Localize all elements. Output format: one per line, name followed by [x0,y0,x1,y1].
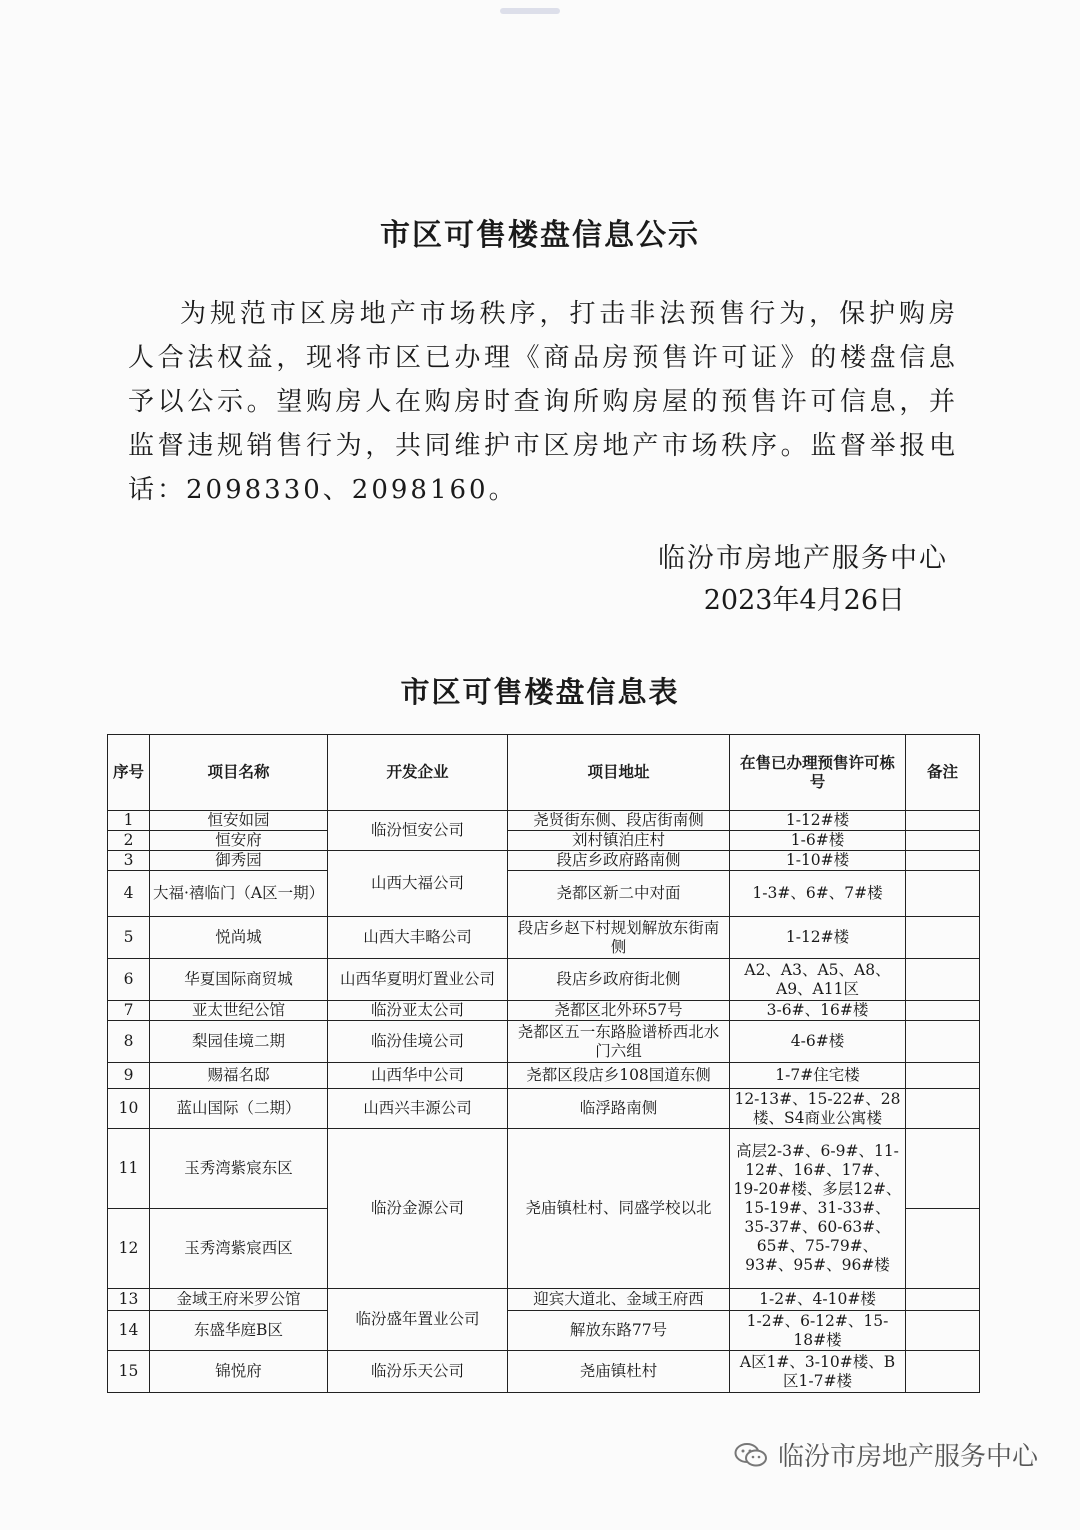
signature-org: 临汾市房地产服务中心 [658,543,948,574]
cell-no: 4 [108,871,150,917]
cell-note [906,959,980,1001]
table-row [108,1311,980,1351]
cell-developer: 临汾乐天公司 [328,1351,508,1393]
cell-no: 2 [108,831,150,851]
cell-buildings: 高层2-3#、6-9#、11-12#、16#、17#、19-20#楼、多层12#、15-19#、31-33#、35-37#、60-63#、65#、75-79#、93#、95#、96#楼 [730,1129,906,1289]
scan-artifact [500,8,560,14]
cell-note [906,1001,980,1021]
table-header-row [108,735,980,811]
cell-buildings: 12-13#、15-22#、28楼、S4商业公寓楼 [730,1089,906,1129]
cell-developer: 山西兴丰源公司 [328,1089,508,1129]
cell-buildings: 1-7#住宅楼 [730,1063,906,1089]
cell-note [906,1351,980,1393]
page-title: 市区可售楼盘信息公示 [380,218,700,253]
table-row [108,851,980,871]
cell-address: 刘村镇泊庄村 [508,831,730,851]
wechat-icon [734,1442,768,1468]
cell-buildings: 1-3#、6#、7#楼 [730,871,906,917]
cell-address: 尧都区北外环57号 [508,1001,730,1021]
cell-no: 13 [108,1289,150,1311]
notice-paragraph: 为规范市区房地产市场秩序，打击非法预售行为，保护购房人合法权益，现将市区已办理《商品房预售许可证》的楼盘信息予以公示。望购房人在购房时查询所购房屋的预售许可信息，并监督违规销售行为，共同维护市区房地产市场秩序。监督举报电话：2098330、2098160。 [128,299,958,505]
cell-note [906,831,980,851]
cell-buildings: A2、A3、A5、A8、A9、A11区 [730,959,906,1001]
header-developer: 开发企业 [328,735,508,811]
cell-buildings: 1-6#楼 [730,831,906,851]
cell-name: 悦尚城 [150,917,328,959]
table-row [108,1021,980,1063]
header-address: 项目地址 [508,735,730,811]
cell-note [906,811,980,831]
cell-name: 玉秀湾紫宸西区 [150,1209,328,1289]
cell-buildings: A区1#、3-10#楼、B区1-7#楼 [730,1351,906,1393]
cell-note [906,1129,980,1209]
cell-buildings: 3-6#、16#楼 [730,1001,906,1021]
cell-name: 蓝山国际（二期） [150,1089,328,1129]
cell-buildings: 1-12#楼 [730,917,906,959]
cell-address: 迎宾大道北、金域王府西 [508,1289,730,1311]
cell-note [906,1021,980,1063]
cell-name: 御秀园 [150,851,328,871]
header-note: 备注 [906,735,980,811]
cell-address: 尧庙镇杜村、同盛学校以北 [508,1129,730,1289]
watermark [734,1436,1038,1473]
cell-no: 11 [108,1129,150,1209]
table-row [108,831,980,851]
cell-name: 华夏国际商贸城 [150,959,328,1001]
signature-date: 2023年4月26日 [703,585,905,616]
cell-no: 8 [108,1021,150,1063]
cell-no: 12 [108,1209,150,1289]
header-name: 项目名称 [150,735,328,811]
cell-no: 14 [108,1311,150,1351]
table-row [108,917,980,959]
table-row [108,1001,980,1021]
cell-note [906,1063,980,1089]
cell-note [906,1289,980,1311]
table-row [108,1129,980,1209]
cell-no: 6 [108,959,150,1001]
cell-address: 解放东路77号 [508,1311,730,1351]
header-buildings: 在售已办理预售许可栋号 [730,735,906,811]
cell-no: 7 [108,1001,150,1021]
cell-name: 恒安如园 [150,811,328,831]
cell-buildings: 1-2#、6-12#、15-18#楼 [730,1311,906,1351]
header-no: 序号 [108,735,150,811]
cell-note [906,871,980,917]
cell-note [906,851,980,871]
cell-buildings: 1-2#、4-10#楼 [730,1289,906,1311]
cell-name: 玉秀湾紫宸东区 [150,1129,328,1209]
cell-address: 段店乡政府路南侧 [508,851,730,871]
cell-developer: 临汾亚太公司 [328,1001,508,1021]
cell-name: 恒安府 [150,831,328,851]
cell-address: 尧庙镇杜村 [508,1351,730,1393]
cell-no: 15 [108,1351,150,1393]
cell-developer: 临汾佳境公司 [328,1021,508,1063]
table-row [108,959,980,1001]
table-row [108,1063,980,1089]
cell-address: 尧贤街东侧、段店街南侧 [508,811,730,831]
cell-no: 9 [108,1063,150,1089]
table-row [108,1351,980,1393]
cell-developer: 临汾恒安公司 [328,811,508,851]
cell-address: 尧都区五一东路脸谱桥西北水门六组 [508,1021,730,1063]
cell-buildings: 1-10#楼 [730,851,906,871]
cell-buildings: 1-12#楼 [730,811,906,831]
cell-address: 段店乡赵下村规划解放东街南侧 [508,917,730,959]
table-row [108,871,980,917]
cell-buildings: 4-6#楼 [730,1021,906,1063]
cell-address: 段店乡政府街北侧 [508,959,730,1001]
cell-name: 梨园佳境二期 [150,1021,328,1063]
cell-no: 10 [108,1089,150,1129]
cell-address: 尧都区新二中对面 [508,871,730,917]
cell-address: 临浮路南侧 [508,1089,730,1129]
cell-name: 大福·禧临门（A区一期） [150,871,328,917]
table-title: 市区可售楼盘信息表 [400,675,680,709]
cell-no: 1 [108,811,150,831]
table-row [108,1089,980,1129]
cell-note [906,1089,980,1129]
cell-note [906,1311,980,1351]
cell-developer: 山西大丰略公司 [328,917,508,959]
cell-name: 锦悦府 [150,1351,328,1393]
cell-note [906,1209,980,1289]
table-row [108,1289,980,1311]
cell-developer: 山西华中公司 [328,1063,508,1089]
cell-no: 5 [108,917,150,959]
listing-table [107,734,980,1393]
cell-developer: 临汾金源公司 [328,1129,508,1289]
cell-name: 东盛华庭B区 [150,1311,328,1351]
cell-developer: 山西华夏明灯置业公司 [328,959,508,1001]
cell-no: 3 [108,851,150,871]
cell-name: 金域王府米罗公馆 [150,1289,328,1311]
cell-address: 尧都区段店乡108国道东侧 [508,1063,730,1089]
cell-note [906,917,980,959]
cell-developer: 山西大福公司 [328,851,508,917]
cell-developer: 临汾盛年置业公司 [328,1289,508,1351]
cell-name: 亚太世纪公馆 [150,1001,328,1021]
table-row [108,811,980,831]
cell-name: 赐福名邸 [150,1063,328,1089]
watermark-text: 临汾市房地产服务中心 [778,1442,1039,1472]
